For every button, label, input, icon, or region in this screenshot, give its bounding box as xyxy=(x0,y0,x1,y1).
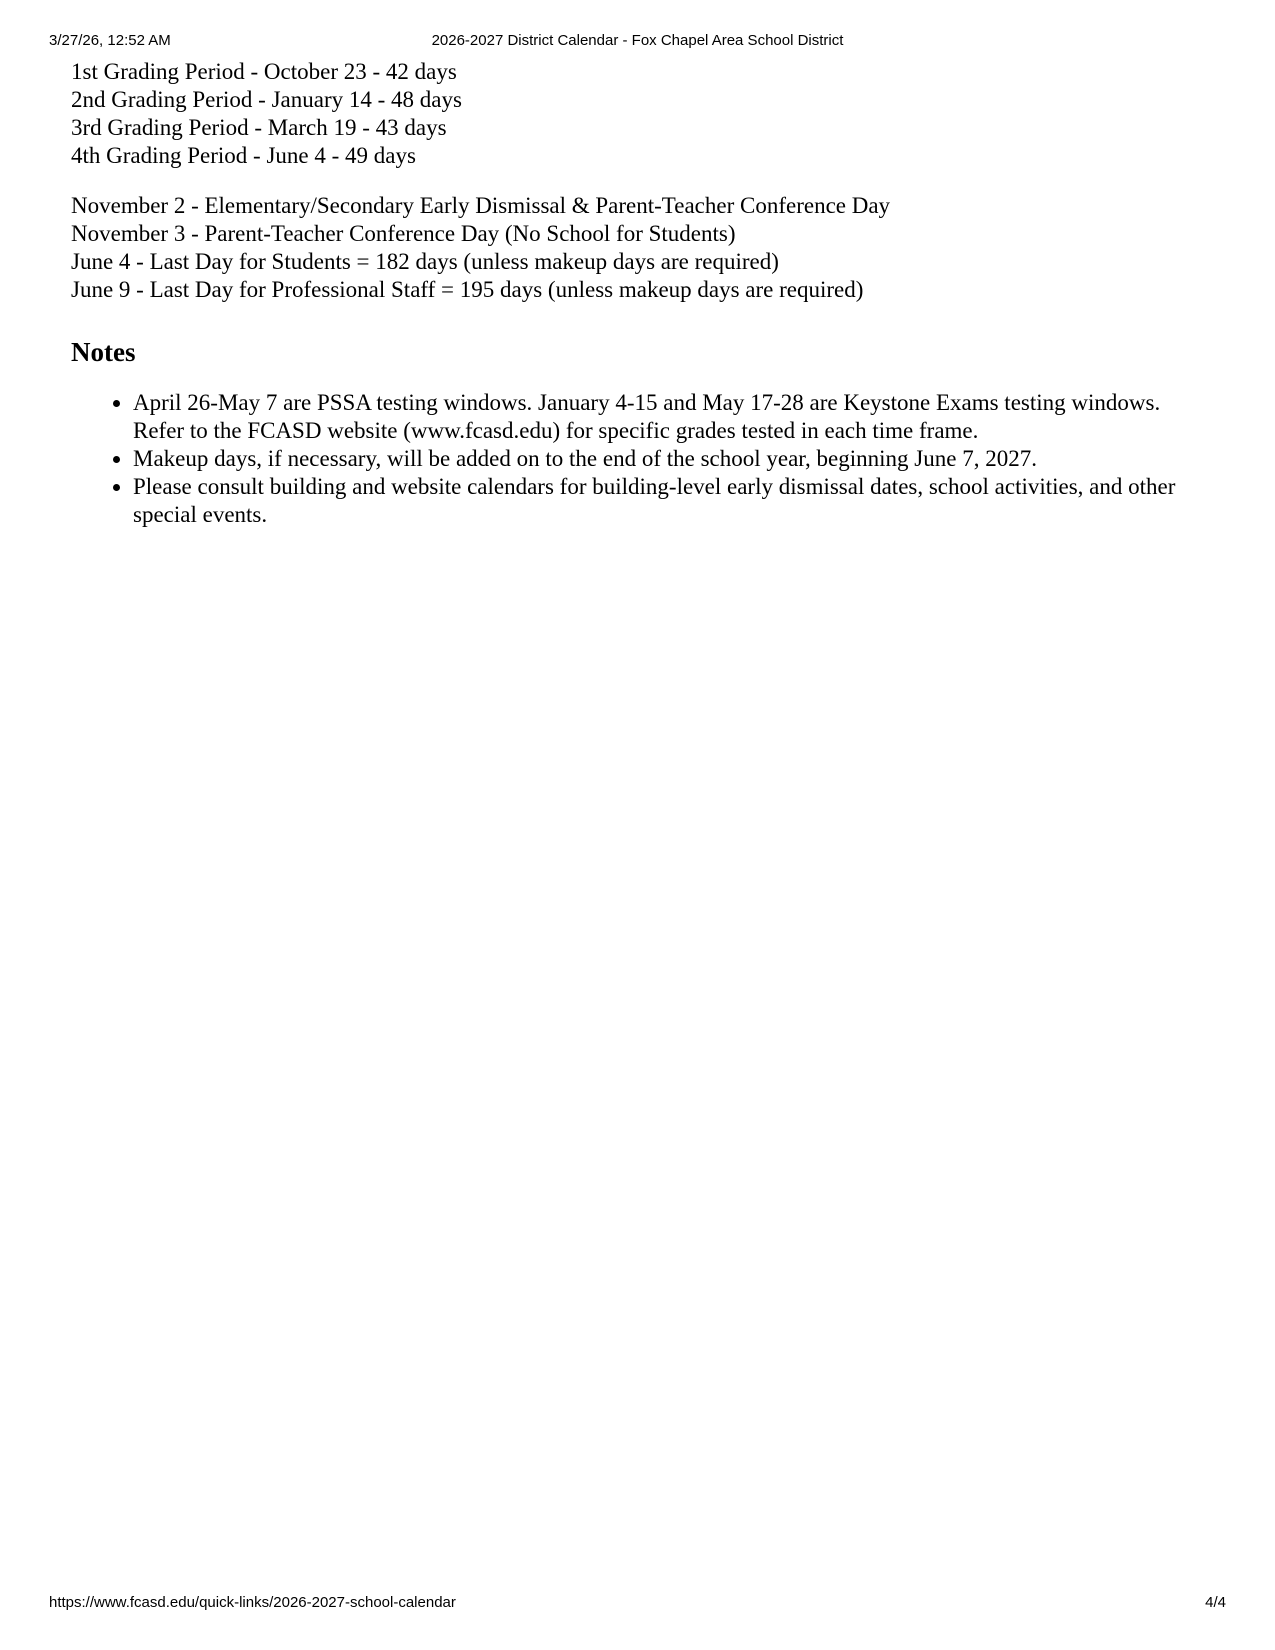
note-item-testing-windows: • April 26-May 7 are PSSA testing windows. January 4-15 and May 17-28 are Keystone Exams testing windows. Refer to the FCASD website (www.fcasd.edu) for specific grades tested in each time frame. xyxy=(133,389,1201,445)
key-date-1: November 2 - Elementary/Secondary Early Dismissal & Parent-Teacher Conference Day xyxy=(71,193,891,218)
print-header xyxy=(0,32,1275,52)
key-date-3: June 4 - Last Day for Students = 182 days (unless makeup days are required) xyxy=(71,249,779,274)
grading-periods xyxy=(71,58,1201,170)
key-date-2: November 3 - Parent-Teacher Conference Day (No School for Students) xyxy=(71,221,736,246)
notes-list xyxy=(71,389,1201,529)
grading-period-2: 2nd Grading Period - January 14 - 48 days xyxy=(71,87,462,112)
print-footer-url: https://www.fcasd.edu/quick-links/2026-2027-school-calendar xyxy=(49,1594,456,1611)
note-item-makeup-days: • Makeup days, if necessary, will be added on to the end of the school year, beginning June 7, 2027. xyxy=(133,445,1201,473)
print-header-title: 2026-2027 District Calendar - Fox Chapel Area School District xyxy=(431,32,844,49)
grading-period-4: 4th Grading Period - June 4 - 49 days xyxy=(71,143,416,168)
print-footer xyxy=(0,1594,1275,1614)
print-header-datetime: 3/27/26, 12:52 AM xyxy=(49,32,171,49)
key-dates xyxy=(71,192,1201,304)
grading-period-3: 3rd Grading Period - March 19 - 43 days xyxy=(71,115,447,140)
page-content xyxy=(71,58,1201,529)
notes-heading: Notes xyxy=(71,337,136,367)
key-date-4: June 9 - Last Day for Professional Staff = 195 days (unless makeup days are required) xyxy=(71,277,864,302)
note-item-building-calendars: • Please consult building and website calendars for building-level early dismissal dates, school activities, and other special events. xyxy=(133,473,1201,529)
spacer xyxy=(71,170,1201,192)
grading-period-1: 1st Grading Period - October 23 - 42 days xyxy=(71,59,457,84)
print-footer-page-number: 4/4 xyxy=(1205,1594,1226,1611)
